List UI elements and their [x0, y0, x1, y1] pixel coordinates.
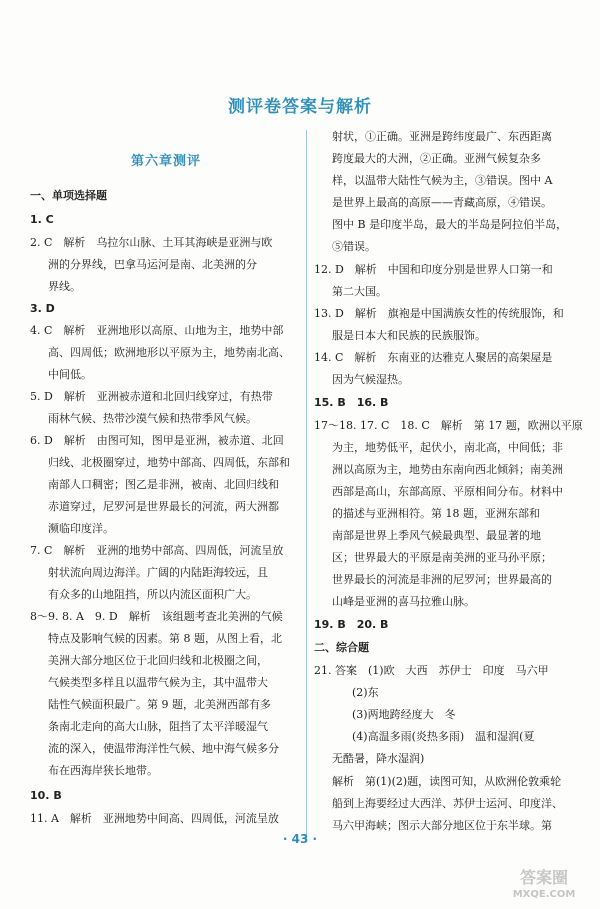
column-divider	[306, 130, 307, 840]
page-title: 测评卷答案与解析	[228, 97, 372, 117]
answer-line: 濒临印度洋。	[48, 522, 114, 535]
answer-line: (2)东	[352, 686, 379, 699]
answer-line: ⑤错误。	[332, 240, 376, 253]
answer-line: 7. C 解析 亚洲的地势中部高、四周低，河流呈放	[30, 544, 284, 557]
answer-line: 第二大国。	[332, 285, 387, 298]
answer-line: 3. D	[30, 302, 55, 315]
answer-line: 高、四周低；欧洲地形以平原为主，地势南北高、	[48, 346, 290, 359]
chapter-title: 第六章测评	[130, 154, 201, 169]
answer-line: 6. D 解析 由图可知，图甲是亚洲，被赤道、北回	[30, 434, 284, 447]
answer-line: 是世界上最高的高原——青藏高原，④错误。	[332, 196, 552, 209]
answer-line: 跨度最大的大洲，②正确。亚洲气候复杂多	[332, 152, 541, 165]
answer-line: 10. B	[30, 789, 62, 802]
answer-line: 11. A 解析 亚洲地势中间高、四周低，河流呈放	[30, 812, 279, 825]
answer-line: 美洲大部分地区位于北回归线和北极圈之间，	[48, 654, 268, 667]
answer-line: 布在西海岸狭长地带。	[48, 764, 158, 777]
answer-line: 4. C 解析 亚洲地形以高原、山地为主，地势中部	[30, 324, 284, 337]
watermark-logo	[496, 863, 592, 903]
answer-line: 19. B 20. B	[314, 618, 389, 631]
answer-line: 12. D 解析 中国和印度分别是世界人口第一和	[314, 263, 553, 276]
answer-line: 14. C 解析 东南亚的达雅克人聚居的高架屋是	[314, 351, 553, 364]
answer-line: 样，以温带大陆性气候为主，③错误。图中 A	[332, 174, 553, 187]
answer-line: 中间低。	[48, 368, 92, 381]
answer-line: 射状流向周边海洋。广阔的内陆距海较远，且	[48, 566, 268, 579]
answer-line: (3)两地跨经度大 冬	[352, 708, 456, 721]
answer-line: 解析 第(1)(2)题，读图可知，从欧洲伦敦乘轮	[332, 775, 562, 788]
answer-line: 流的深入，使温带海洋性气候、地中海气候多分	[48, 742, 279, 755]
answer-line: 南部是世界上季风气候最典型、最显著的地	[332, 529, 541, 542]
watermark-text: 答案圈	[519, 868, 569, 887]
answer-line: 有众多的山地阻挡，所以内流区面积广大。	[48, 588, 257, 601]
section-heading-comprehensive: 二、综合题	[314, 641, 369, 654]
answer-line: 雨林气候、热带沙漠气候和热带季风气候。	[48, 412, 257, 425]
answer-line: 21. 答案 (1)欧 大西 苏伊士 印度 马六甲	[314, 664, 549, 677]
answer-line: 马六甲海峡；图示大部分地区位于东半球。第	[332, 819, 552, 832]
answer-line: 的描述与亚洲相符。第 18 题，亚洲东部和	[332, 507, 540, 520]
answer-line: 图中 B 是印度半岛，最大的半岛是阿拉伯半岛，	[332, 218, 568, 231]
answer-line: 无酷暑，降水湿润)	[332, 752, 425, 765]
answer-line: 1. C	[30, 213, 54, 226]
answer-line: 13. D 解析 旗袍是中国满族女性的传统服饰，和	[314, 307, 564, 320]
answer-line: 服是日本大和民族的民族服饰。	[332, 329, 486, 342]
answer-line: 南部人口稠密；图乙是非洲，被南、北回归线和	[48, 478, 279, 491]
answer-line: 特点及影响气候的因素。第 8 题，从图上看，北	[48, 632, 282, 645]
answer-line: 赤道穿过，尼罗河是世界最长的河流，两大洲都	[48, 500, 279, 513]
answer-line: 15. B 16. B	[314, 396, 389, 409]
page-number: · 43 ·	[282, 832, 318, 846]
answer-line: 区；世界最大的平原是南美洲的亚马孙平原；	[332, 551, 552, 564]
answer-line: (4)高温多雨(炎热多雨) 温和湿润(夏	[352, 730, 535, 743]
answer-line: 归线、北极圈穿过，地势中部高、四周低，东部和	[48, 456, 290, 469]
answer-line: 世界最长的河流是非洲的尼罗河；世界最高的	[332, 573, 552, 586]
watermark-url: MXQE.COM	[512, 889, 576, 900]
answer-line: 界线。	[48, 280, 81, 293]
answer-line: 西部是高山，东部高原、平原相间分布。材料中	[332, 485, 563, 498]
answer-line: 陆性气候面积最广。第 9 题，北美洲西部有多	[48, 698, 271, 711]
answer-line: 17～18. 17. C 18. C 解析 第 17 题，欧洲以平原	[314, 419, 583, 432]
answer-line: 船到上海要经过大西洋、苏伊士运河、印度洋、	[332, 797, 563, 810]
answer-line: 为主，地势低平，起伏小，南北高，中间低；非	[332, 441, 563, 454]
answer-line: 2. C 解析 乌拉尔山脉、土耳其海峡是亚洲与欧	[30, 236, 273, 249]
answer-line: 气候类型多样且以温带气候为主，其中温带大	[48, 676, 268, 689]
answer-line: 山峰是亚洲的喜马拉雅山脉。	[332, 595, 475, 608]
answer-line: 8～9. 8. A 9. D 解析 该组题考查北美洲的气候	[30, 610, 283, 623]
answer-line: 因为气候湿热。	[332, 373, 409, 386]
answer-line: 条南北走向的高大山脉，阻挡了太平洋暖湿气	[48, 720, 268, 733]
answer-line: 5. D 解析 亚洲被赤道和北回归线穿过，有热带	[30, 390, 273, 403]
section-heading-single-choice: 一、单项选择题	[30, 189, 107, 202]
answer-line: 洲以高原为主，地势由东南向西北倾斜；南美洲	[332, 463, 563, 476]
answer-line: 洲的分界线，巴拿马运河是南、北美洲的分	[48, 258, 257, 271]
answer-line: 射状，①正确。亚洲是跨纬度最广、东西距离	[332, 130, 552, 143]
